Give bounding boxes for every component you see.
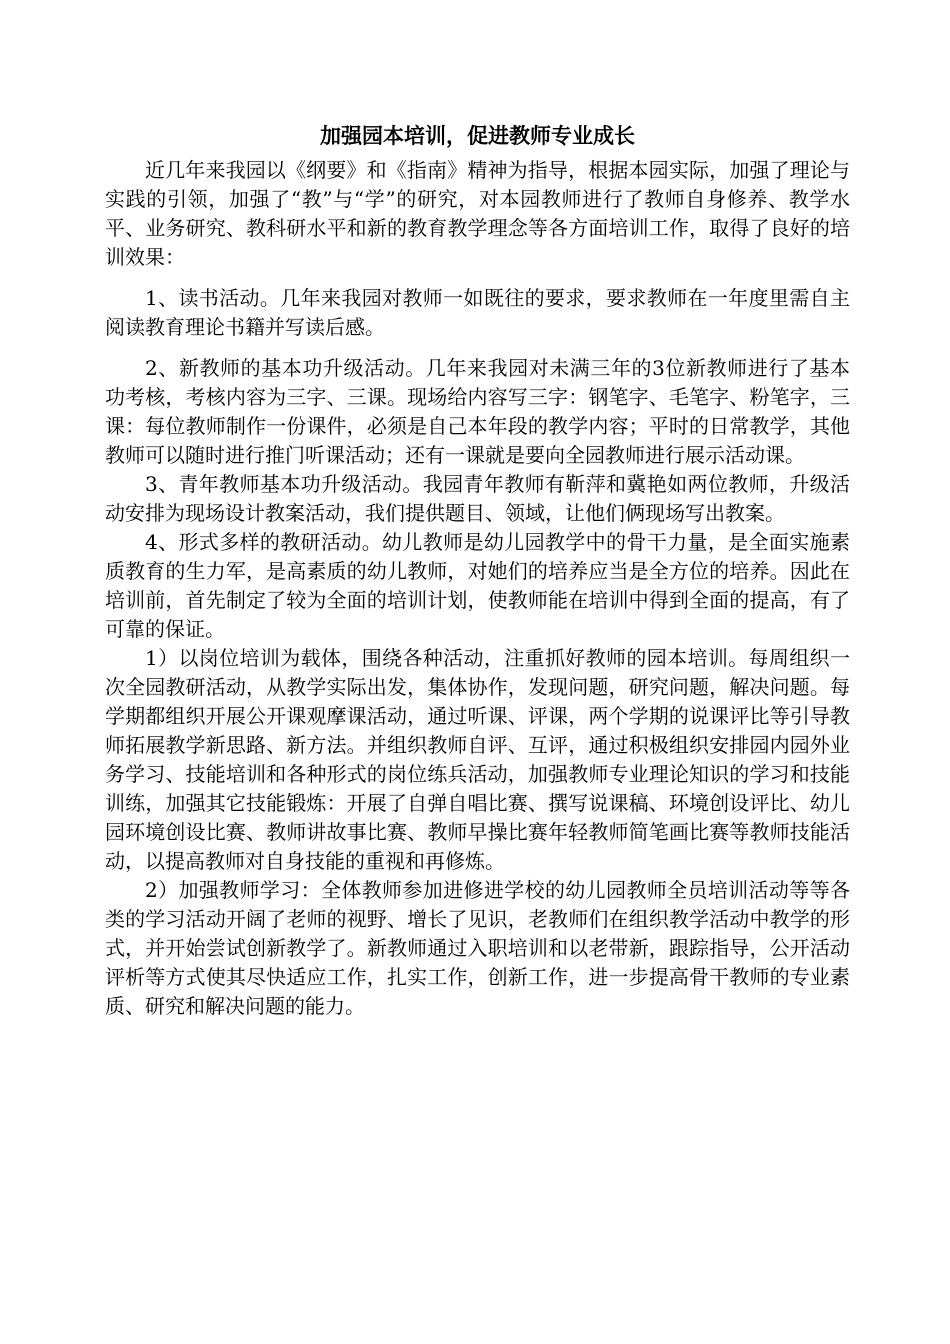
paragraph-reading-activity: 1、读书活动。几年来我园对教师一如既往的要求，要求教师在一年度里需自主阅读教育理论书籍并写读后感。 — [105, 286, 850, 339]
paragraph-teaching-research: 4、形式多样的教研活动。幼儿教师是幼儿园教学中的骨干力量，是全面实施素质教育的生力军，是高素质的幼儿教师，对她们的培养应当是全方位的培养。因此在培训前，首先制定了较为全面的培训计划，使教师能在培训中得到全面的提高，有了可靠的保证。 — [105, 530, 850, 641]
paragraph-post-training: 1）以岗位培训为载体，围绕各种活动，注重抓好教师的园本培训。每周组织一次全园教研活动，从教学实际出发，集体协作，发现问题，研究问题，解决问题。每学期都组织开展公开课观摩课活动，通过听课、评课，两个学期的说课评比等引导教师拓展教学新思路、新方法。并组织教师自评、互评，通过积极组织安排园内园外业务学习、技能培训和各种形式的岗位练兵活动，加强教师专业理论知识的学习和技能训练，加强其它技能锻炼：开展了自弹自唱比赛、撰写说课稿、环境创设评比、幼儿园环境创设比赛、教师讲故事比赛、教师早操比赛年轻教师简笔画比赛等教师技能活动，以提高教师对自身技能的重视和再修炼。 — [105, 646, 850, 873]
document-body — [105, 118, 850, 1021]
paragraph-teacher-learning: 2）加强教师学习：全体教师参加进修进学校的幼儿园教师全员培训活动等等各类的学习活动开阔了老师的视野、增长了见识，老教师们在组织教学活动中教学的形式，并开始尝试创新教学了。新教师通过入职培训和以老带新，跟踪指导，公开活动评析等方式使其尽快适应工作，扎实工作，创新工作，进一步提高骨干教师的专业素质、研究和解决问题的能力。 — [105, 878, 850, 1018]
paragraph-intro: 近几年来我园以《纲要》和《指南》精神为指导，根据本园实际，加强了理论与实践的引领，加强了“教”与“学”的研究，对本园教师进行了教师自身修养、教学水平、业务研究、教科研水平和新的教育教学理念等各方面培训工作，取得了良好的培训效果： — [105, 158, 850, 269]
paragraph-young-teacher-skills: 3、青年教师基本功升级活动。我园青年教师有靳萍和冀艳如两位教师，升级活动安排为现场设计教案活动，我们提供题目、领域，让他们俩现场写出教案。 — [105, 472, 850, 525]
paragraph-new-teacher-skills: 2、新教师的基本功升级活动。几年来我园对未满三年的3位新教师进行了基本功考核，考核内容为三字、三课。现场给内容写三字：钢笔字、毛笔字、粉笔字，三课：每位教师制作一份课件，必须是自己本年段的教学内容；平时的日常教学，其他教师可以随时进行推门听课活动；还有一课就是要向全园教师进行展示活动课。 — [105, 356, 850, 467]
document-title: 加强园本培训，促进教师专业成长 — [320, 124, 635, 148]
